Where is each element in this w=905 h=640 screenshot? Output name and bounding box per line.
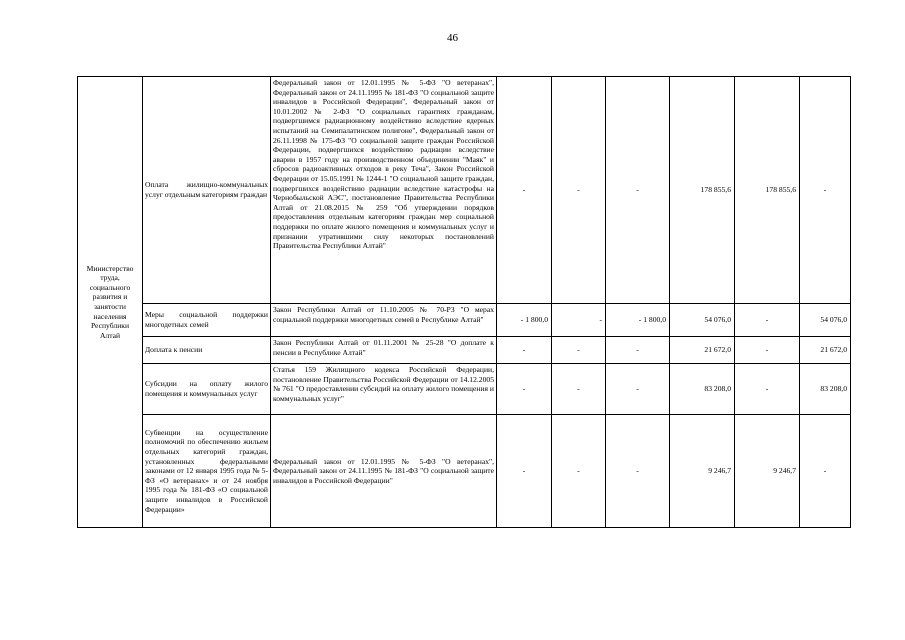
value-cell: -: [606, 364, 670, 415]
value-cell: -: [606, 77, 670, 304]
value-cell: -: [606, 415, 670, 528]
value-cell: -: [735, 337, 800, 364]
value-cell: 83 208,0: [800, 364, 851, 415]
value-cell: -: [552, 304, 606, 337]
value-cell: -: [497, 415, 552, 528]
legal-basis-cell: Федеральный закон от 12.01.1995 № 5-ФЗ "О ветеранах", Федеральный закон от 24.11.1995 № 181-ФЗ "О социальной защите инвалидов в Российской Федерации": [271, 415, 497, 528]
value-cell: -: [552, 415, 606, 528]
table-row: [78, 304, 851, 337]
value-cell: - 1 800,0: [606, 304, 670, 337]
value-cell: 9 246,7: [670, 415, 735, 528]
value-cell: -: [497, 77, 552, 304]
legal-basis-cell: Статья 159 Жилищного кодекса Российской Федерации, постановление Правительства Российской Федерации от 14.12.2005 № 761 "О предоставлении субсидий на оплату жилого помещения и коммунальных услуг": [271, 364, 497, 415]
value-cell: -: [800, 77, 851, 304]
value-cell: -: [606, 337, 670, 364]
table-row: [78, 364, 851, 415]
value-cell: 54 076,0: [800, 304, 851, 337]
table-row: [78, 337, 851, 364]
value-cell: -: [735, 304, 800, 337]
budget-table: [77, 76, 851, 528]
measure-cell: Субсидии на оплату жилого помещения и коммунальных услуг: [143, 364, 271, 415]
value-cell: 178 855,6: [670, 77, 735, 304]
legal-basis-cell: Федеральный закон от 12.01.1995 № 5-ФЗ "О ветеранах", Федеральный закон от 24.11.1995 № 181-ФЗ "О социальной защите инвалидов в Российской Федерации", Федеральный закон от 10.01.2002 № 2-ФЗ "О социальных гарантиях гражданам, подвергшимся радиационному воздействию вследствие ядерных испытаний на Семипалатинском полигоне", Федеральный закон от 26.11.1998 № 175-ФЗ "О социальной защите граждан Российской Федерации, подвергшихся воздействию радиации вследствие аварии в 1957 году на производственном объединении "Маяк" и сбросов радиоактивных отходов в реку Теча", Закон Российской Федерации от 15.05.1991 № 1244-1 "О социальной защите граждан, подвергшихся воздействию радиации вследствие катастрофы на Чернобыльской АЭС", постановление Правительства Республики Алтай от 21.08.2015 № 259 "Об утверждении порядков предоставления отдельным категориям граждан мер социальной поддержки по оплате жилого помещения и коммунальных услуг и признании утратившими силу некоторых постановлений Правительства Республики Алтай": [271, 77, 497, 304]
value-cell: 9 246,7: [735, 415, 800, 528]
value-cell: -: [497, 337, 552, 364]
value-cell: -: [800, 415, 851, 528]
value-cell: 54 076,0: [670, 304, 735, 337]
value-cell: -: [497, 364, 552, 415]
ministry-cell: Министерство труда, социального развития и занятости населения Республики Алтай: [78, 77, 143, 528]
legal-basis-cell: Закон Республики Алтай от 11.10.2005 № 70-РЗ "О мерах социальной поддержки многодетных семей в Республике Алтай": [271, 304, 497, 337]
table-row: [78, 77, 851, 304]
value-cell: -: [552, 77, 606, 304]
value-cell: -: [735, 364, 800, 415]
measure-cell: Меры социальной поддержки многодетных семей: [143, 304, 271, 337]
value-cell: 21 672,0: [670, 337, 735, 364]
value-cell: 21 672,0: [800, 337, 851, 364]
page-number: 46: [447, 32, 458, 44]
value-cell: -: [552, 364, 606, 415]
value-cell: 178 855,6: [735, 77, 800, 304]
measure-cell: Доплата к пенсии: [143, 337, 271, 364]
value-cell: - 1 800,0: [497, 304, 552, 337]
measure-cell: Оплата жилищно-коммунальных услуг отдельным категориям граждан: [143, 77, 271, 304]
value-cell: -: [552, 337, 606, 364]
table-row: [78, 415, 851, 528]
value-cell: 83 208,0: [670, 364, 735, 415]
measure-cell: Субвенции на осуществление полномочий по обеспечению жильем отдельных категорий граждан, установленных федеральными законами от 12 января 1995 года № 5-ФЗ «О ветеранах» и от 24 ноября 1995 года № 181-ФЗ «О социальной защите инвалидов в Российской Федерации»: [143, 415, 271, 528]
legal-basis-cell: Закон Республики Алтай от 01.11.2001 № 25-28 "О доплате к пенсии в Республике Алтай": [271, 337, 497, 364]
